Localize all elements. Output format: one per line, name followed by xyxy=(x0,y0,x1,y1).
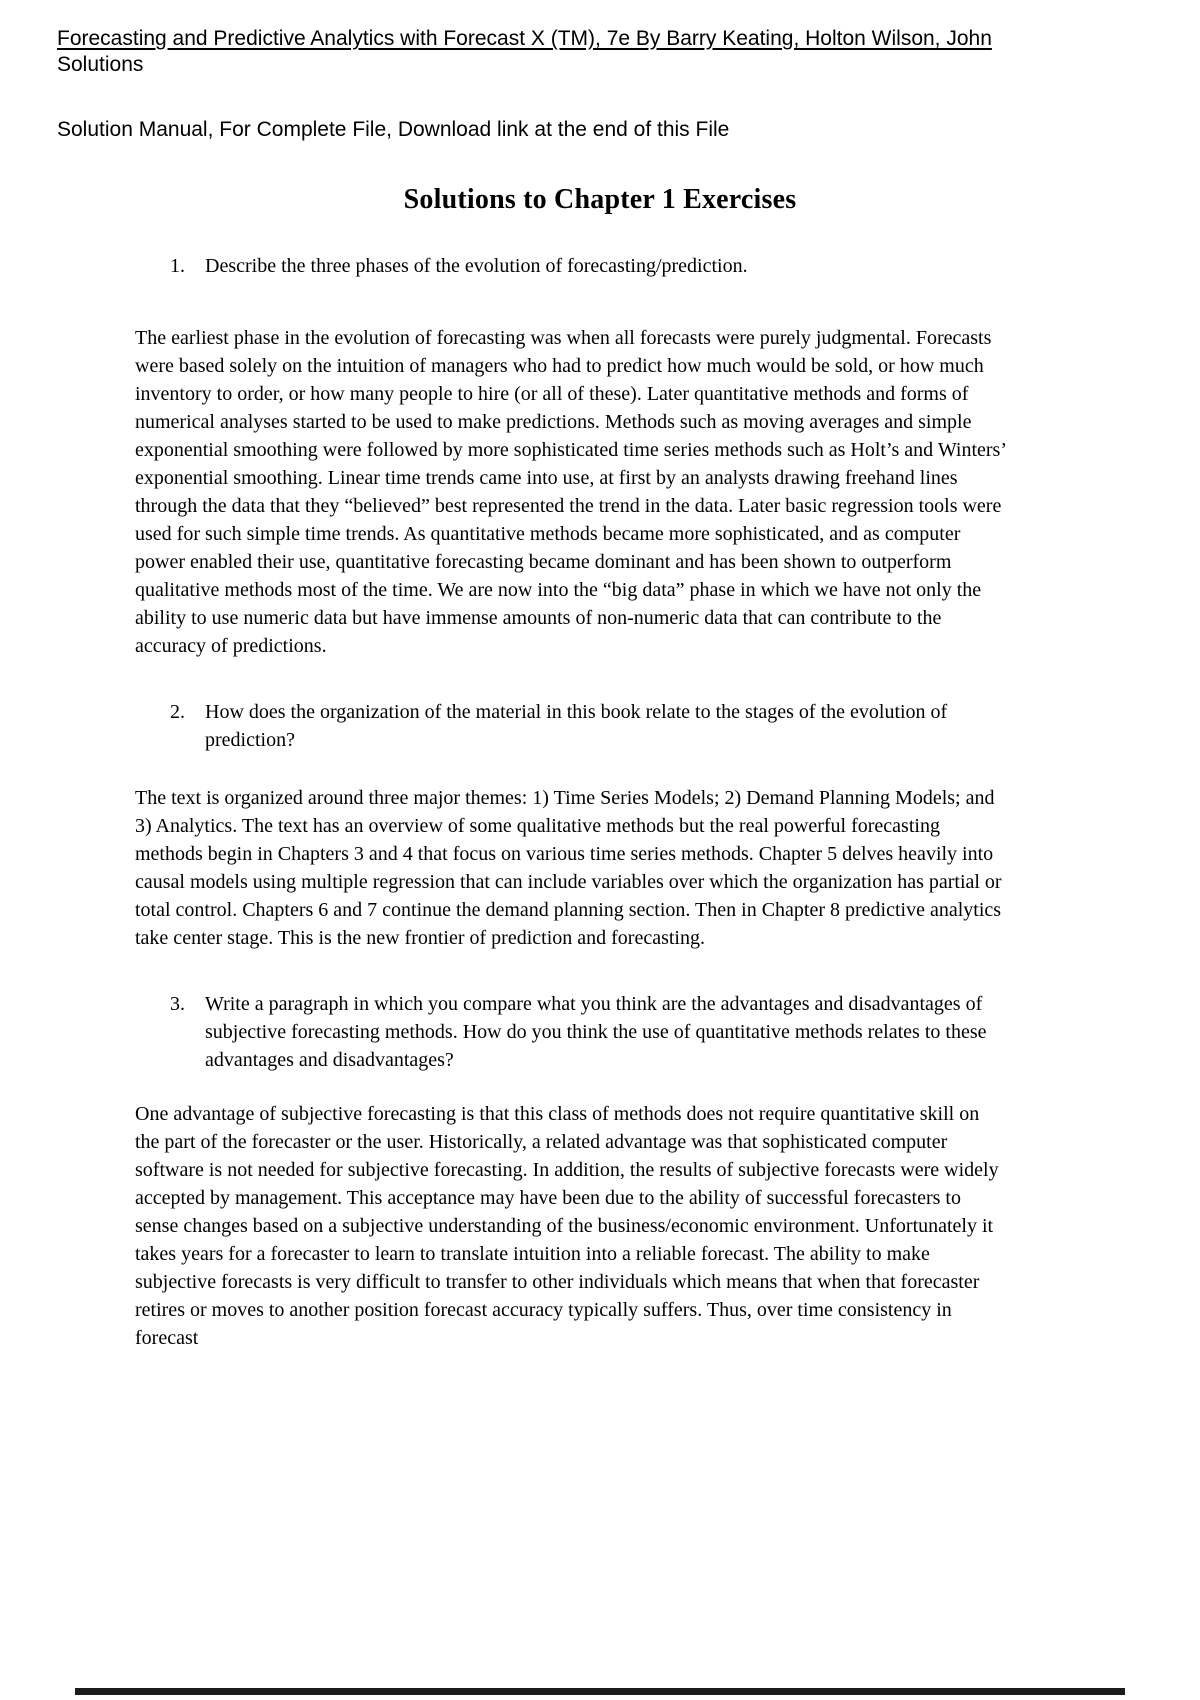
download-notice: Solution Manual, For Complete File, Download link at the end of this File xyxy=(57,118,730,141)
question-2-prompt: How does the organization of the material in this book relate to the stages of the evolution of prediction? xyxy=(205,701,948,751)
question-1-prompt: Describe the three phases of the evolution of forecasting/prediction. xyxy=(205,255,748,277)
document-content xyxy=(135,252,1007,1352)
question-3-number: 3. xyxy=(170,993,185,1015)
question-1 xyxy=(170,252,1007,280)
question-2-number: 2. xyxy=(170,701,185,723)
page-title: Solutions to Chapter 1 Exercises xyxy=(403,184,797,215)
question-1-number: 1. xyxy=(170,255,185,277)
page-bottom-bar xyxy=(75,1688,1125,1695)
header-book-title: Forecasting and Predictive Analytics with Forecast X (TM), 7e By Barry Keating, Holton Wilson, John xyxy=(57,27,992,50)
answer-3: One advantage of subjective forecasting is that this class of methods does not require quantitative skill on the part of the forecaster or the user. Historically, a related advantage was that sophisticated computer software is not needed for subjective forecasting. In addition, the results of subjective forecasts were widely accepted by management. This acceptance may have been due to the ability of successful forecasters to sense changes based on a subjective understanding of the business/economic environment. Unfortunately it takes years for a forecaster to learn to translate intuition into a reliable forecast. The ability to make subjective forecasts is very difficult to transfer to other individuals which means that when that forecaster retires or moves to another position forecast accuracy typically suffers. Thus, over time consistency in forecast xyxy=(135,1103,999,1349)
header-solutions-label: Solutions xyxy=(57,53,144,76)
question-2 xyxy=(170,698,1007,754)
document-header xyxy=(57,26,1143,78)
question-3-prompt: Write a paragraph in which you compare what you think are the advantages and disadvantages of subjective forecasting methods. How do you think the use of quantitative methods relates to these advantages and disadvantages? xyxy=(205,993,987,1071)
answer-2: The text is organized around three major themes: 1) Time Series Models; 2) Demand Planning Models; and 3) Analytics. The text has an overview of some qualitative methods but the real powerful forecasting methods begin in Chapters 3 and 4 that focus on various time series methods. Chapter 5 delves heavily into causal models using multiple regression that can include variables over which the organization has partial or total control. Chapters 6 and 7 continue the demand planning section. Then in Chapter 8 predictive analytics take center stage. This is the new frontier of prediction and forecasting. xyxy=(135,787,1002,949)
question-3 xyxy=(170,990,1007,1074)
answer-1: The earliest phase in the evolution of forecasting was when all forecasts were purely judgmental. Forecasts were based solely on the intuition of managers who had to predict how much would be sold, or how much inventory to order, or how many people to hire (or all of these). Later quantitative methods and forms of numerical analyses started to be used to make predictions. Methods such as moving averages and simple exponential smoothing were followed by more sophisticated time series methods such as Holt’s and Winters’ exponential smoothing. Linear time trends came into use, at first by an analysts drawing freehand lines through the data that they “believed” best represented the trend in the data. Later basic regression tools were used for such simple time trends. As quantitative methods became more sophisticated, and as computer power enabled their use, quantitative forecasting became dominant and has been shown to outperform qualitative methods most of the time. We are now into the “big data” phase in which we have not only the ability to use numeric data but have immense amounts of non-numeric data that can contribute to the accuracy of predictions. xyxy=(135,327,1006,657)
